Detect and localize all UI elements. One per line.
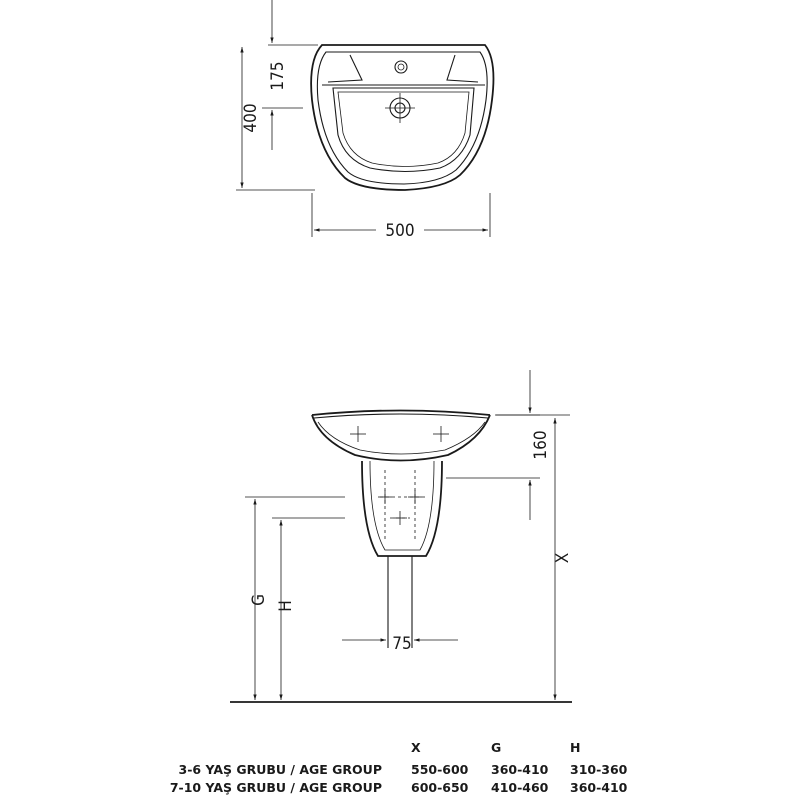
row-1-label: 3-6 YAŞ GRUBU / AGE GROUP xyxy=(178,762,382,777)
row-1-g: 360-410 xyxy=(491,762,549,777)
dim-g-label: G xyxy=(249,594,269,606)
top-dimensions xyxy=(236,0,490,237)
dim-h-label: H xyxy=(276,600,296,612)
row-2-g: 410-460 xyxy=(491,780,549,795)
dim-75-label: 75 xyxy=(392,634,412,654)
row-1-h: 310-360 xyxy=(570,762,628,777)
header-h: H xyxy=(570,740,581,755)
dim-500-label: 500 xyxy=(385,221,415,241)
header-g: G xyxy=(491,740,502,755)
row-2-label: 7-10 YAŞ GRUBU / AGE GROUP xyxy=(169,780,382,795)
dim-160-label: 160 xyxy=(531,430,551,460)
row-2-h: 360-410 xyxy=(570,780,628,795)
basin-top-view xyxy=(311,45,493,190)
header-x: X xyxy=(411,740,421,755)
dim-400-label: 400 xyxy=(241,103,261,133)
row-1-x: 550-600 xyxy=(411,762,469,777)
dim-x-label: X xyxy=(553,552,573,564)
dim-175-label: 175 xyxy=(268,61,288,91)
row-2-x: 600-650 xyxy=(411,780,469,795)
